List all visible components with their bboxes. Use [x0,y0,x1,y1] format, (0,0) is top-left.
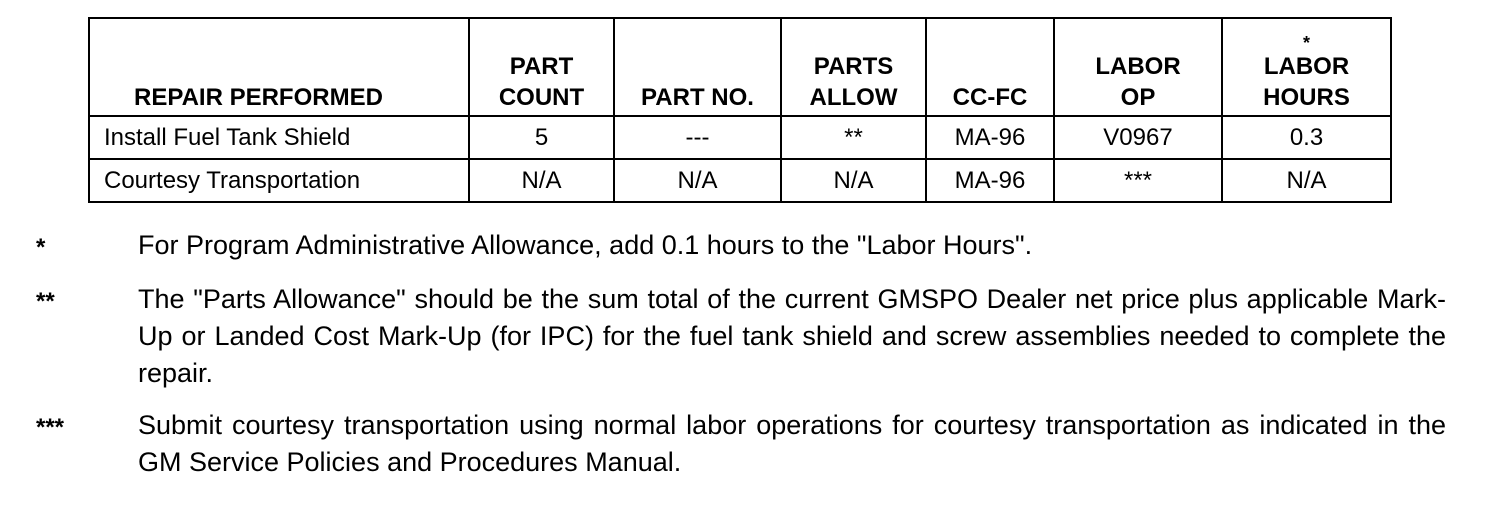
cell-repair-performed: Install Fuel Tank Shield [89,116,469,159]
cell-cc-fc: MA-96 [926,159,1054,202]
cell-part-count: 5 [469,116,614,159]
header-part-count-line1: PART [509,53,574,80]
table-header-row [89,18,1391,116]
footnote-text: For Program Administrative Allowance, add 0.1 hours to the "Labor Hours". [138,230,1033,260]
header-labor-op-line1: LABOR [1095,53,1181,80]
cell-repair-performed: Courtesy Transportation [89,159,469,202]
header-part-count [469,18,614,116]
footnote-text: Submit courtesy transportation using normal labor operations for courtesy transportation as indicated in the GM Service Policies and Procedures Manual. [138,410,1446,477]
cell-parts-allow: ** [781,116,926,159]
header-labor-hours [1222,18,1391,116]
header-repair-performed: REPAIR PERFORMED [89,18,469,116]
table-row [89,116,1391,159]
footnote-mark: *** [36,414,65,441]
header-parts-allow [781,18,926,116]
cell-part-count: N/A [469,159,614,202]
header-parts-allow-line2: ALLOW [809,84,898,111]
cell-cc-fc: MA-96 [926,116,1054,159]
footnote [36,407,1446,481]
cell-parts-allow: N/A [781,159,926,202]
footnotes [36,227,1446,481]
footnote-text: The "Parts Allowance" should be the sum total of the current GMSPO Dealer net price plus applicable Mark-Up or Landed Cost Mark-Up (for IPC) for the fuel tank shield and screw assemblies needed to complete the repair. [138,284,1446,388]
cell-labor-op: *** [1054,159,1222,202]
header-labor-hours-footnote-mark: * [1302,33,1310,53]
cell-part-no: --- [614,116,781,159]
header-labor-op-line2: OP [1120,84,1156,111]
cell-part-no: N/A [614,159,781,202]
header-labor-hours-line1: LABOR [1263,53,1350,80]
cell-labor-op: V0967 [1054,116,1222,159]
header-part-no: PART NO. [614,18,781,116]
header-cc-fc: CC-FC [926,18,1054,116]
footnote-mark: ** [36,288,55,315]
cell-labor-hours: 0.3 [1222,116,1391,159]
header-part-count-line2: COUNT [498,84,585,111]
footnote [36,227,1446,266]
repair-table [88,17,1392,203]
header-labor-op [1054,18,1222,116]
footnote-mark: * [36,234,46,261]
header-labor-hours-line2: HOURS [1263,84,1350,111]
footnote [36,281,1446,392]
table-row [89,159,1391,202]
header-parts-allow-line1: PARTS [813,53,894,80]
cell-labor-hours: N/A [1222,159,1391,202]
